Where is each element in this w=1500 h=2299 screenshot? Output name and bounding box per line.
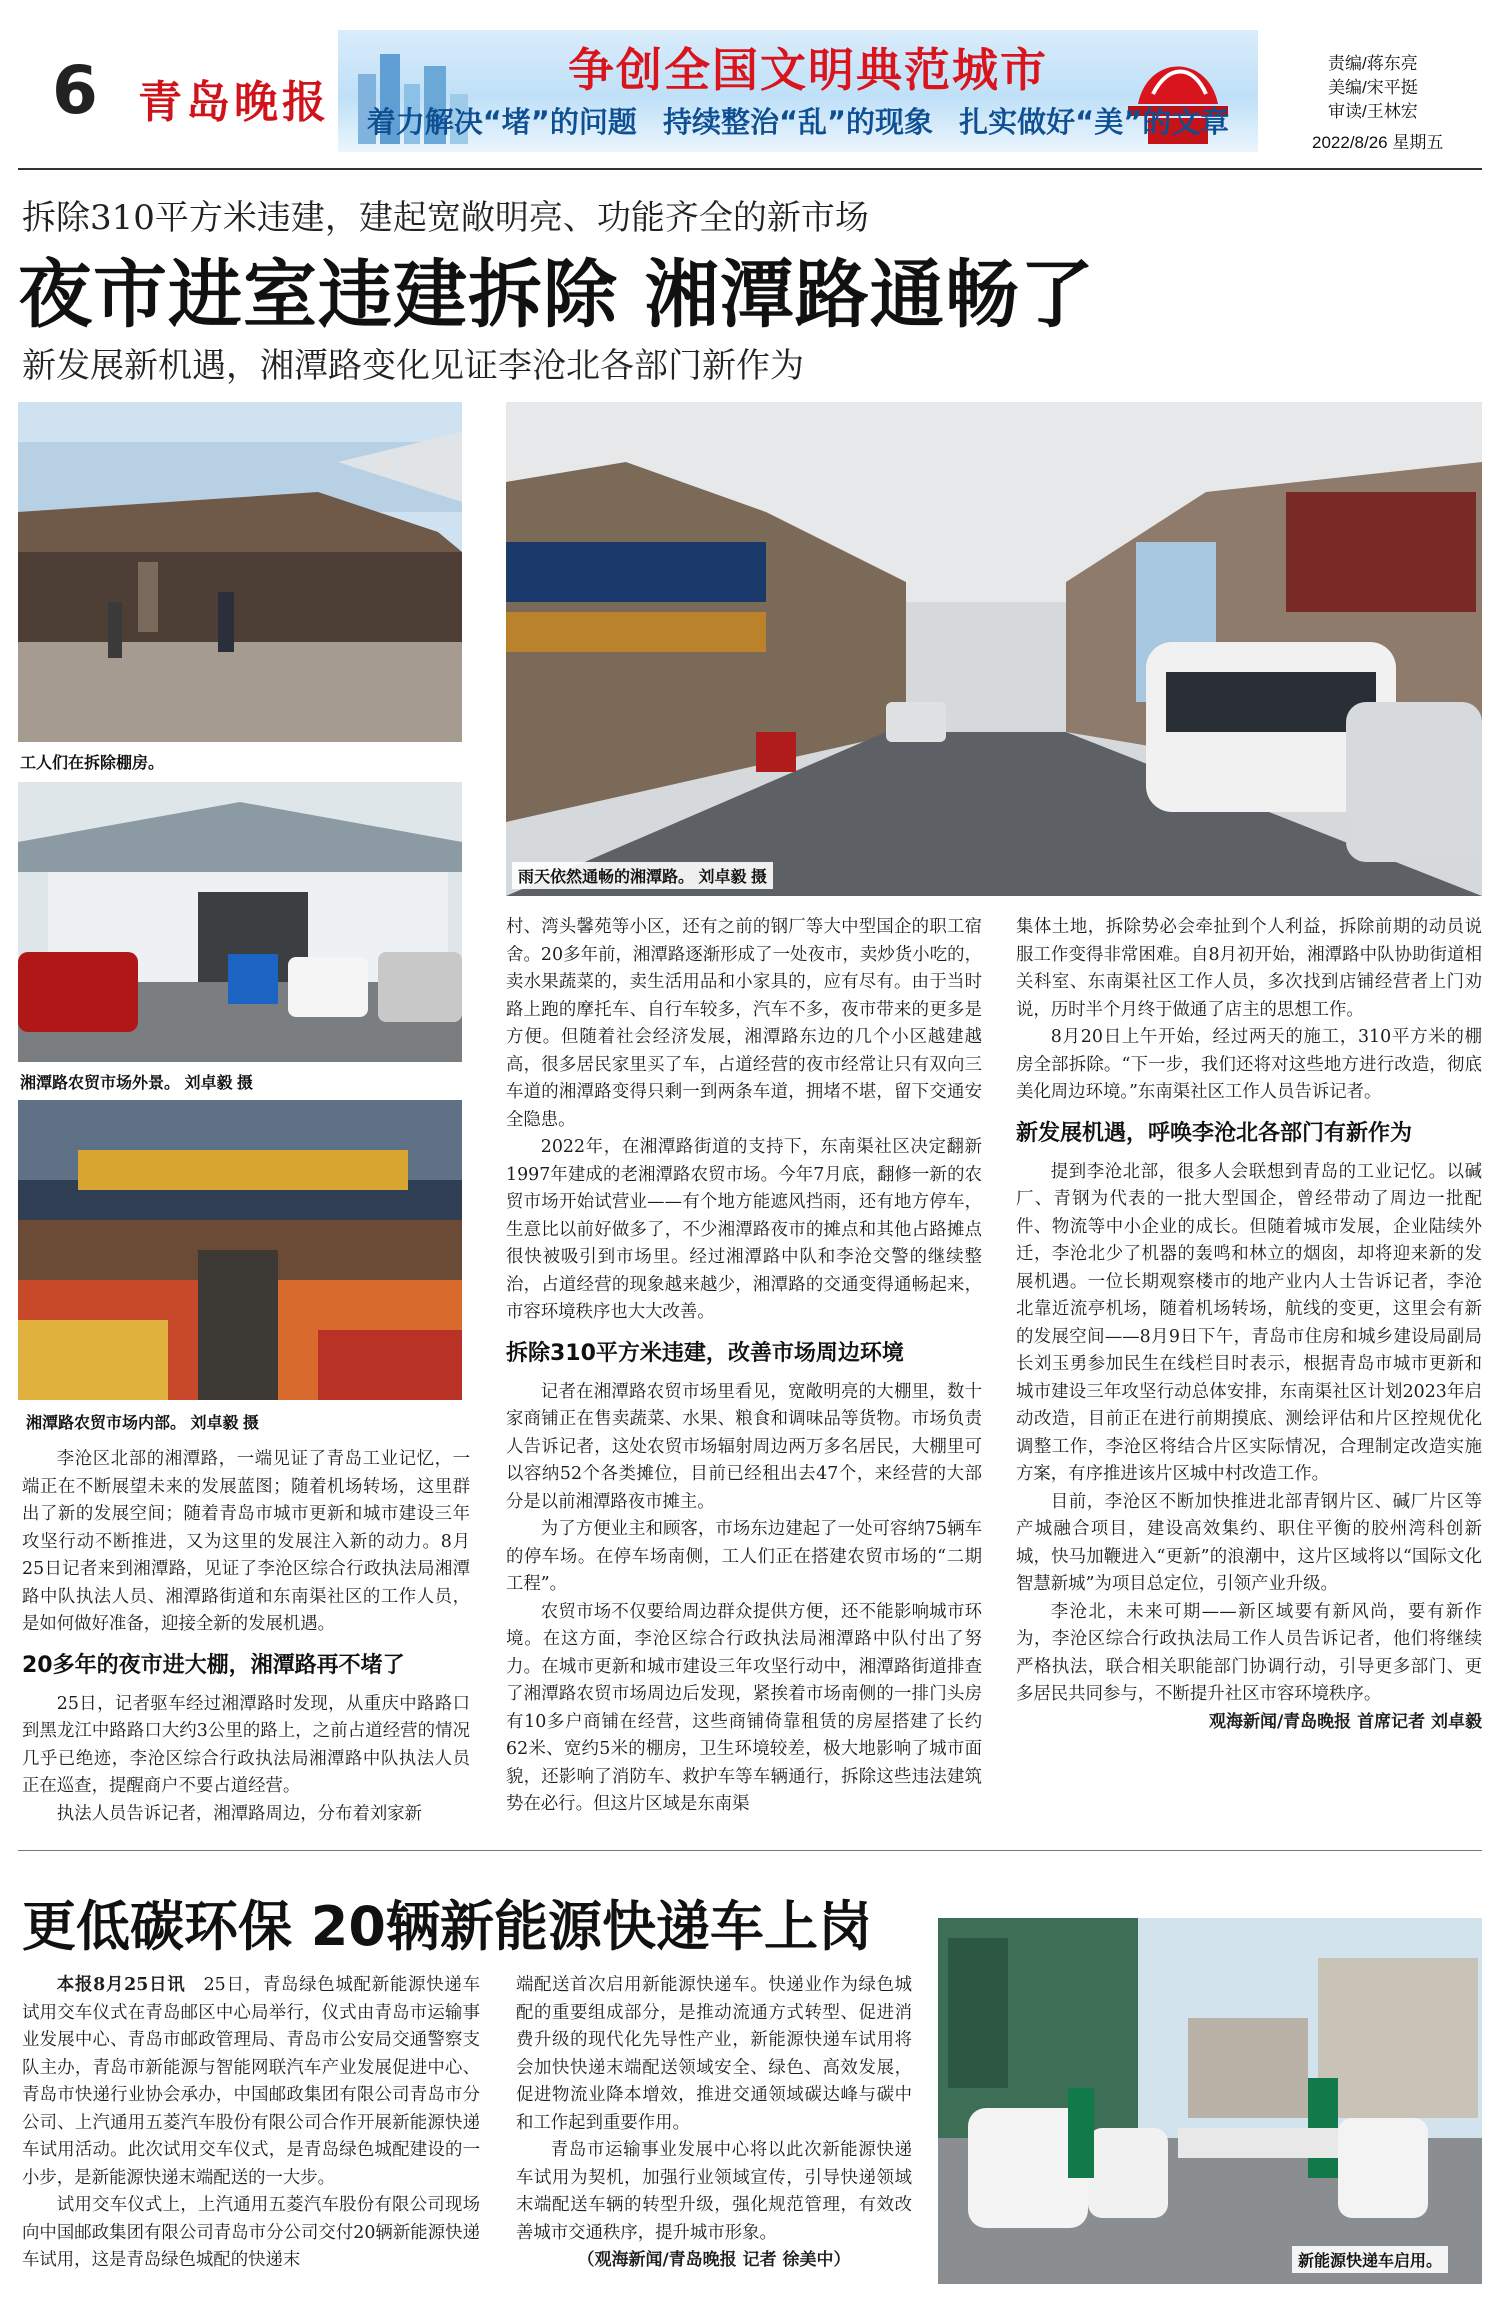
article-divider — [18, 1850, 1482, 1851]
article-headline: 夜市进室违建拆除 湘潭路通畅了 — [18, 252, 1095, 338]
section-heading: 20多年的夜市进大棚，湘潭路再不堵了 — [22, 1652, 405, 1678]
paragraph: 青岛市运输事业发展中心将以此次新能源快递车试用为契机，加强行业领域宣传，引导快递领域末端配送车辆的转型升级，强化规范管理，有效改善城市交通秩序，提升城市形象。 — [516, 2140, 912, 2243]
paragraph-text: 25日，青岛绿色城配新能源快递车试用交车仪式在青岛邮区中心局举行，仪式由青岛市运输事业发展中心、青岛市邮政管理局、青岛市公安局交通警察支队主办，青岛市新能源与智能网联汽车产业发展促进中心、青岛市快递行业协会承办，中国邮政集团有限公司青岛市分公司、上汽通用五菱汽车股份有限公司合作开展新能源快递车试用活动。此次试用交车仪式，是青岛绿色城配建设的一小步，是新能源快递末端配送的一大步。 — [22, 1975, 480, 2188]
paragraph: 李沧北，未来可期——新区域要有新风尚，要有新作为，李沧区综合行政执法局工作人员告诉记者，他们将继续严格执法，联合相关职能部门协调行动，引导更多部门、更多居民共同参与，不断提升社区市容环境秩序。 — [1016, 1601, 1482, 1704]
caption-market-exterior: 湘潭路农贸市场外景。 刘卓毅 摄 — [20, 1075, 253, 1092]
caption-demolition: 工人们在拆除棚房。 — [20, 755, 165, 772]
banner-slogan: 着力解决“堵”的问题 — [366, 105, 637, 139]
paragraph: 村、湾头馨苑等小区，还有之前的钢厂等大中型国企的职工宿舍。20多年前，湘潭路逐渐形成了一处夜市，卖炒货小吃的，卖水果蔬菜的，卖生活用品和小家具的，应有尽有。由于当时路上跑的摩托车、自行车较多，汽车不多，夜市带来的更多是方便。但随着社会经济发展，湘潭路东边的几个小区越建越高，很多居民家里买了车，占道经营的夜市经常让只有双向三车道的湘潭路变得只剩一到两条车道，拥堵不堪，留下交通安全隐患。 — [506, 917, 982, 1130]
editor-line: 美编/宋平挺 — [1328, 78, 1418, 97]
banner-title: 争创全国文明典范城市 — [568, 43, 1048, 97]
photo-delivery-vehicles — [938, 1918, 1482, 2284]
page-number: 6 — [52, 52, 98, 129]
masthead-divider — [18, 168, 1482, 170]
article-kicker: 拆除310平方米违建，建起宽敞明亮、功能齐全的新市场 — [22, 198, 869, 238]
photo-street — [506, 402, 1482, 896]
photo-market-exterior — [18, 782, 462, 1062]
banner-slogans — [338, 100, 1258, 141]
banner-slogan: 持续整治“乱”的现象 — [662, 105, 934, 139]
section-heading: 新发展机遇，呼唤李沧北各部门有新作为 — [1016, 1120, 1413, 1146]
paragraph: 端配送首次启用新能源快递车。快递业作为绿色城配的重要组成部分，是推动流通方式转型、促进消费升级的现代化先导性产业，新能源快递车试用将会加快快递末端配送领域安全、绿色、高效发展，促进物流业降本增效，推进交通领域碳达峰与碳中和工作起到重要作用。 — [516, 1975, 912, 2133]
article-column-2 — [506, 914, 982, 1819]
editor-line: 责编/蒋东亮 — [1328, 54, 1418, 73]
dateline: 本报8月25日讯 — [56, 1975, 186, 1995]
paragraph: 试用交车仪式上，上汽通用五菱汽车股份有限公司现场向中国邮政集团有限公司青岛市分公司交付20辆新能源快递车试用，这是青岛绿色城配的快递末 — [22, 2195, 480, 2270]
paragraph: 目前，李沧区不断加快推进北部青钢片区、碱厂片区等产城融合项目，建设高效集约、职住平衡的胶州湾科创新城，快马加鞭进入“更新”的浪潮中，这片区域将以“国际文化智慧新城”为项目总定位，引领产业升级。 — [1016, 1491, 1482, 1594]
caption-market-interior: 湘潭路农贸市场内部。 刘卓毅 摄 — [20, 1408, 265, 1435]
article2-column-1 — [22, 1972, 480, 2275]
article-byline: 观海新闻/青岛晚报 首席记者 刘卓毅 — [1208, 1711, 1482, 1732]
article2-column-2 — [516, 1972, 912, 2274]
photo-market-interior — [18, 1100, 462, 1400]
photo-demolition — [18, 402, 462, 742]
paragraph: 记者在湘潭路农贸市场里看见，宽敞明亮的大棚里，数十家商铺正在售卖蔬菜、水果、粮食和调味品等货物。市场负责人告诉记者，这处农贸市场辐射周边两万多名居民，大棚里可以容纳52个各类摊位，目前已经租出去47个，来经营的大部分是以前湘潭路夜市摊主。 — [506, 1381, 982, 1512]
paragraph: 25日，记者驱车经过湘潭路时发现，从重庆中路路口到黑龙江中路路口大约3公里的路上，之前占道经营的情况几乎已绝迹，李沧区综合行政执法局湘潭路中队执法人员正在巡查，提醒商户不要占道经营。 — [22, 1693, 470, 1796]
article-column-1 — [22, 1446, 470, 1828]
article-column-3 — [1016, 914, 1482, 1736]
paragraph: 为了方便业主和顾客，市场东边建起了一处可容纳75辆车的停车场。在停车场南侧，工人们正在搭建农贸市场的“二期工程”。 — [506, 1519, 982, 1594]
issue-date: 2022/8/26 星期五 — [1312, 133, 1444, 152]
paragraph: 集体土地，拆除势必会牵扯到个人利益，拆除前期的动员说服工作变得非常困难。自8月初开始，湘潭路中队协助街道相关科室、东南渠社区工作人员，多次找到店铺经营者上门劝说，历时半个月终于做通了店主的思想工作。 — [1016, 917, 1482, 1020]
paragraph: 2022年，在湘潭路街道的支持下，东南渠社区决定翻新1997年建成的老湘潭路农贸市场。今年7月底，翻修一新的农贸市场开始试营业——有个地方能遮风挡雨，还有地方停车，生意比以前好做多了，不少湘潭路夜市的摊点和其他占路摊点很快被吸引到市场里。经过湘潭路中队和李沧交警的继续整治，占道经营的现象越来越少，湘潭路的交通变得通畅起来，市容环境秩序也大大改善。 — [506, 1137, 982, 1322]
editor-credits — [1328, 52, 1418, 124]
article2-byline: （观海新闻/青岛晚报 记者 徐美中） — [577, 2250, 851, 2270]
newspaper-logo: 青岛晚报 — [138, 77, 330, 128]
caption-street: 雨天依然通畅的湘潭路。 刘卓毅 摄 — [512, 862, 773, 889]
paragraph: 8月20日上午开始，经过两天的施工，310平方米的棚房全部拆除。“下一步，我们还将对这些地方进行改造，彻底美化周边环境。”东南渠社区工作人员告诉记者。 — [1016, 1027, 1482, 1102]
paragraph: 执法人员告诉记者，湘潭路周边，分布着刘家新 — [56, 1803, 423, 1824]
caption-delivery-vehicles: 新能源快递车启用。 — [1292, 2246, 1448, 2273]
article-subhead: 新发展新机遇，湘潭路变化见证李沧北各部门新作为 — [22, 346, 804, 386]
banner-slogan: 扎实做好“美”的文章 — [959, 105, 1230, 139]
editor-line: 审读/王林宏 — [1328, 102, 1418, 121]
paragraph: 农贸市场不仅要给周边群众提供方便，还不能影响城市环境。在这方面，李沧区综合行政执法局湘潭路中队付出了努力。在城市更新和城市建设三年攻坚行动中，湘潭路街道排查了湘潭路农贸市场周边后发现，紧挨着市场南侧的一排门头房有10多户商铺在经营，这些商铺倚靠租赁的房屋搭建了长约62米、宽约5米的棚房，卫生环境较差，极大地影响了城市面貌，还影响了消防车、救护车等车辆通行，拆除这些违法建筑势在必行。但这片区域是东南渠 — [506, 1601, 982, 1814]
campaign-banner — [338, 30, 1258, 152]
article2-headline: 更低碳环保 20辆新能源快递车上岗 — [22, 1895, 872, 1958]
section-heading: 拆除310平方米违建，改善市场周边环境 — [506, 1340, 904, 1366]
paragraph — [22, 1972, 480, 2192]
paragraph: 李沧区北部的湘潭路，一端见证了青岛工业记忆，一端正在不断展望未来的发展蓝图；随着机场转场，这里群出了新的发展空间；随着青岛市城市更新和城市建设三年攻坚行动不断推进，又为这里的发展注入新的动力。8月25日记者来到湘潭路，见证了李沧区综合行政执法局湘潭路中队执法人员、湘潭路街道和东南渠社区的工作人员，是如何做好准备，迎接全新的发展机遇。 — [22, 1449, 470, 1634]
paragraph: 提到李沧北部，很多人会联想到青岛的工业记忆。以碱厂、青钢为代表的一批大型国企，曾经带动了周边一批配件、物流等中小企业的成长。但随着城市发展，企业陆续外迁，李沧北少了机器的轰鸣和林立的烟囱，却将迎来新的发展机遇。一位长期观察楼市的地产业内人士告诉记者，李沧北靠近流亭机场，随着机场转场，航线的变更，这里会有新的发展空间——8月9日下午，青岛市住房和城乡建设局副局长刘玉勇参加民生在线栏目时表示，根据青岛市城市更新和城市建设三年攻坚行动总体安排，东南渠社区计划2023年启动改造，目前正在进行前期摸底、测绘评估和片区控规优化调整工作，李沧区将结合片区实际情况，合理制定改造实施方案，有序推进该片区城中村改造工作。 — [1016, 1161, 1482, 1484]
